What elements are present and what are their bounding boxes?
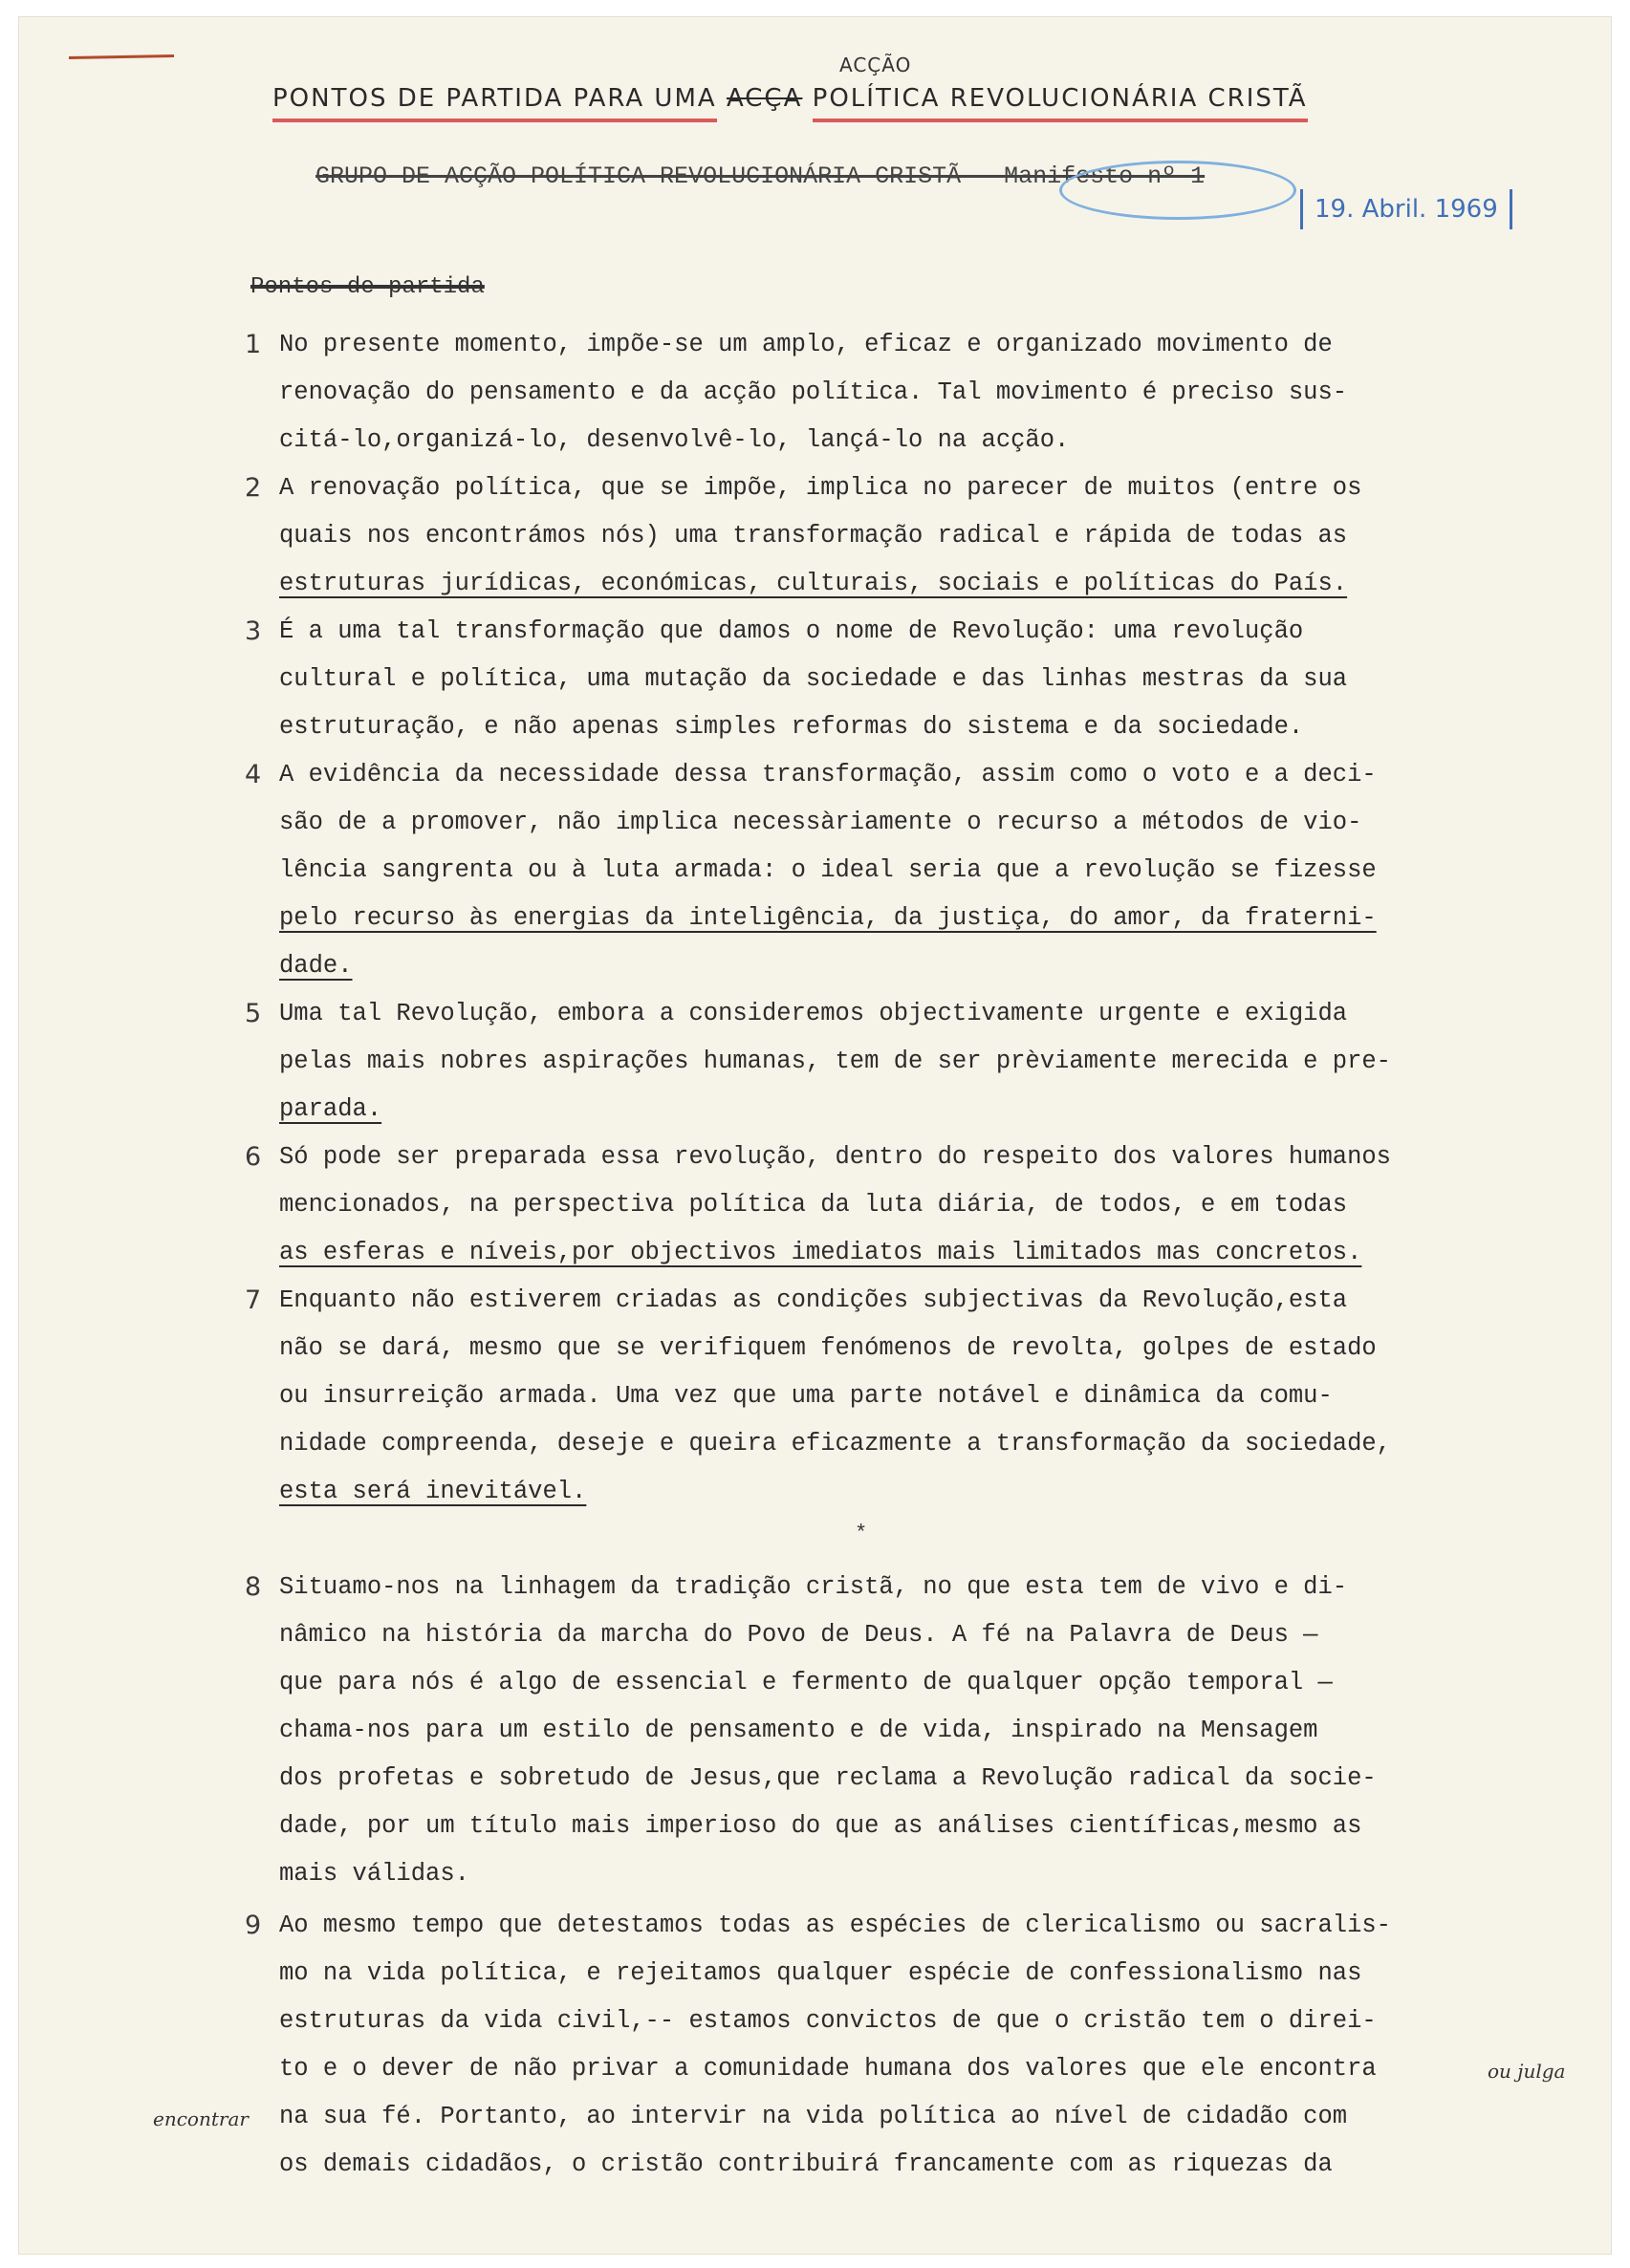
- paragraph-4: [245, 751, 1512, 990]
- text-line: parada.: [279, 1095, 382, 1123]
- paragraph-1: [245, 321, 1512, 464]
- blue-circle-annotation: [1059, 161, 1296, 220]
- text-line: É a uma tal transformação que damos o nome de Revolução: uma revolução: [279, 617, 1304, 645]
- paragraph-number: 3: [245, 616, 262, 646]
- document-title: [272, 84, 1477, 113]
- margin-note-left: encontrar: [153, 2107, 249, 2130]
- paragraph-6: [245, 1134, 1512, 1277]
- paragraph-7: [245, 1277, 1512, 1516]
- text-line: os demais cidadãos, o cristão contribuirá francamente com as riquezas da: [279, 2150, 1333, 2178]
- text-line: A renovação política, que se impõe, implica no parecer de muitos (entre os: [279, 474, 1362, 502]
- text-line: Ao mesmo tempo que detestamos todas as espécies de clericalismo ou sacralis-: [279, 1912, 1391, 1939]
- struck-heading: Pontos de partida: [250, 274, 485, 300]
- asterisk-mark: *: [855, 1522, 868, 1545]
- paragraph-number: 9: [245, 1911, 262, 1940]
- title-part1: PONTOS DE PARTIDA PARA UMA: [272, 84, 717, 122]
- text-line: No presente momento, impõe-se um amplo, eficaz e organizado movimento de: [279, 331, 1333, 358]
- date-annotation: 19. Abril. 1969: [1300, 189, 1512, 229]
- text-line: Só pode ser preparada essa revolução, dentro do respeito dos valores humanos: [279, 1143, 1391, 1171]
- text-line: estruturas jurídicas, económicas, culturais, sociais e políticas do País.: [279, 570, 1348, 597]
- text-line: dade, por um título mais imperioso do que as análises científicas,mesmo as: [279, 1812, 1362, 1840]
- text-line: na sua fé. Portanto, ao intervir na vida política ao nível de cidadão com: [279, 2103, 1348, 2130]
- text-line: esta será inevitável.: [279, 1478, 587, 1505]
- text-line: renovação do pensamento e da acção política. Tal movimento é preciso sus-: [279, 378, 1348, 406]
- paragraph-number: 4: [245, 760, 262, 789]
- paragraph-9: [245, 1902, 1512, 2189]
- text-line: cultural e política, uma mutação da sociedade e das linhas mestras da sua: [279, 665, 1348, 693]
- text-line: ou insurreição armada. Uma vez que uma parte notável e dinâmica da comu-: [279, 1382, 1333, 1410]
- struck-subtitle: GRUPO DE ACÇÃO POLÍTICA REVOLUCIONÁRIA CRISTÃ - Manifesto nº 1: [315, 162, 1206, 190]
- text-line: dos profetas e sobretudo de Jesus,que reclama a Revolução radical da socie-: [279, 1764, 1377, 1792]
- title-part2: POLÍTICA REVOLUCIONÁRIA CRISTÃ: [813, 84, 1308, 122]
- text-line: mais válidas.: [279, 1860, 469, 1888]
- text-line: mencionados, na perspectiva política da luta diária, de todos, e em todas: [279, 1191, 1348, 1219]
- text-line: Uma tal Revolução, embora a consideremos objectivamente urgente e exigida: [279, 1000, 1348, 1027]
- text-line: estruturação, e não apenas simples reformas do sistema e da sociedade.: [279, 713, 1304, 741]
- paragraph-number: 8: [245, 1572, 262, 1602]
- text-line: mo na vida política, e rejeitamos qualquer espécie de confessionalismo nas: [279, 1959, 1362, 1987]
- text-line: lência sangrenta ou à luta armada: o ideal seria que a revolução se fizesse: [279, 856, 1377, 884]
- text-line: nâmico na história da marcha do Povo de Deus. A fé na Palavra de Deus —: [279, 1621, 1318, 1649]
- text-line: quais nos encontrámos nós) uma transformação radical e rápida de todas as: [279, 522, 1348, 550]
- text-line: pelo recurso às energias da inteligência, da justiça, do amor, da fraterni-: [279, 904, 1377, 932]
- text-line: A evidência da necessidade dessa transformação, assim como o voto e a deci-: [279, 761, 1377, 788]
- paragraph-number: 2: [245, 473, 262, 503]
- paragraph-number: 5: [245, 999, 262, 1028]
- paragraph-number: 1: [245, 330, 262, 359]
- text-line: chama-nos para um estilo de pensamento e de vida, inspirado na Mensagem: [279, 1717, 1318, 1744]
- margin-note-right: ou julga: [1488, 2060, 1566, 2083]
- text-line: são de a promover, não implica necessàriamente o recurso a métodos de vio-: [279, 809, 1362, 836]
- paragraph-number: 7: [245, 1285, 262, 1315]
- paragraph-5: [245, 990, 1512, 1134]
- text-line: citá-lo,organizá-lo, desenvolvê-lo, lançá-lo na acção.: [279, 426, 1070, 454]
- text-line: estruturas da vida civil,-- estamos convictos de que o cristão tem o direi-: [279, 2007, 1377, 2035]
- text-line: to e o dever de não privar a comunidade humana dos valores que ele encontra: [279, 2055, 1377, 2083]
- text-line: não se dará, mesmo que se verifiquem fenómenos de revolta, golpes de estado: [279, 1334, 1377, 1362]
- text-line: que para nós é algo de essencial e fermento de qualquer opção temporal —: [279, 1669, 1333, 1696]
- paragraph-3: [245, 608, 1512, 751]
- title-handwritten-insert: ACÇÃO: [839, 54, 912, 76]
- text-line: as esferas e níveis,por objectivos imediatos mais limitados mas concretos.: [279, 1239, 1362, 1266]
- text-line: dade.: [279, 952, 353, 980]
- text-line: nidade compreenda, deseje e queira eficazmente a transformação da sociedade,: [279, 1430, 1391, 1458]
- paragraph-8: [245, 1564, 1512, 1898]
- title-struck-word: ACÇA: [726, 84, 803, 113]
- paragraph-number: 6: [245, 1142, 262, 1172]
- text-line: pelas mais nobres aspirações humanas, tem de ser prèviamente merecida e pre-: [279, 1048, 1391, 1075]
- text-line: Situamo-nos na linhagem da tradição cristã, no que esta tem de vivo e di-: [279, 1573, 1348, 1601]
- paragraph-2: [245, 464, 1512, 608]
- text-line: Enquanto não estiverem criadas as condições subjectivas da Revolução,esta: [279, 1286, 1348, 1314]
